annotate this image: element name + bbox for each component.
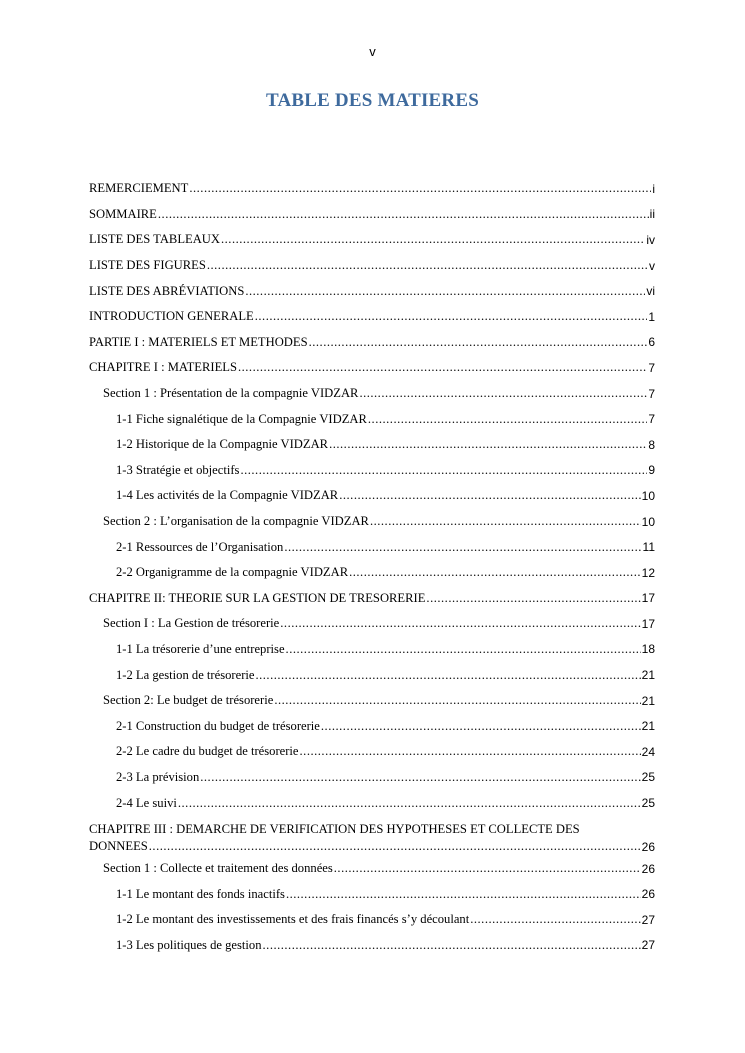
toc-entry-subsection[interactable] (89, 662, 655, 688)
toc-entry-label: 1-2 La gestion de trésorerie (116, 667, 255, 682)
toc-entry-subsection[interactable] (89, 907, 655, 933)
toc-entry-subsection[interactable] (89, 933, 655, 959)
toc-entry-page: 26 (641, 887, 655, 902)
toc-entry-label: CHAPITRE III : DEMARCHE DE VERIFICATION DES HYPOTHESES ET COLLECTE DES (89, 821, 580, 836)
toc-entry-page: 27 (641, 912, 655, 927)
toc-entry-page: 12 (641, 565, 655, 580)
toc-entry-page: 26 (641, 861, 655, 876)
page-number: v (369, 44, 376, 59)
toc-entry-page: i (652, 181, 655, 196)
leader-dots (368, 412, 647, 427)
leader-dots (207, 258, 648, 273)
leader-dots (178, 796, 641, 811)
toc-entry-page: 18 (641, 642, 655, 657)
toc-entry-page: 11 (642, 540, 655, 555)
toc-entry-page: 17 (641, 591, 655, 606)
toc-entry-page: 7 (648, 386, 655, 401)
toc-entry-label: 2-1 Construction du budget de trésorerie (116, 718, 320, 733)
toc-entry-label: CHAPITRE I : MATERIELS (89, 360, 237, 375)
toc-entry-page: 21 (641, 668, 655, 683)
table-of-contents (89, 176, 655, 958)
toc-entry-page: v (649, 258, 655, 273)
toc-entry-label: 2-2 Le cadre du budget de trésorerie (116, 744, 299, 759)
leader-dots (255, 668, 640, 683)
leader-dots (284, 540, 641, 555)
toc-entry-liste-abreviations[interactable] (89, 278, 655, 304)
toc-entry-subsection[interactable] (89, 713, 655, 739)
leader-dots (255, 309, 648, 324)
toc-entry-page: ii (649, 207, 655, 222)
toc-entry-section[interactable] (89, 856, 655, 882)
toc-entry-page: 17 (641, 616, 655, 631)
leader-dots (359, 386, 647, 401)
leader-dots (300, 744, 641, 759)
leader-dots (349, 565, 641, 580)
toc-entry-label: 1-1 La trésorerie d’une entreprise (116, 641, 285, 656)
toc-entry-liste-figures[interactable] (89, 253, 655, 279)
toc-entry-label-continued: DONNEES (89, 839, 148, 854)
toc-entry-label: 1-2 Historique de la Compagnie VIDZAR (116, 437, 329, 452)
leader-dots (238, 360, 647, 375)
toc-entry-label: PARTIE I : MATERIELS ET METHODES (89, 334, 308, 349)
toc-entry-chapitre-2[interactable] (89, 586, 655, 612)
toc-entry-label: Section 1 : Collecte et traitement des données (103, 861, 333, 876)
toc-entry-sommaire[interactable] (89, 202, 655, 228)
toc-entry-label: LISTE DES TABLEAUX (89, 232, 220, 247)
toc-entry-label: 1-4 Les activités de la Compagnie VIDZAR (116, 488, 339, 503)
leader-dots (189, 181, 651, 196)
leader-dots (149, 839, 641, 854)
toc-entry-label: 1-1 Le montant des fonds inactifs (116, 886, 285, 901)
toc-entry-page: 24 (641, 744, 655, 759)
toc-entry-page: 25 (641, 796, 655, 811)
toc-entry-page: 6 (648, 335, 655, 350)
leader-dots (274, 693, 640, 708)
toc-entry-label: 2-3 La prévision (116, 769, 200, 784)
toc-entry-subsection[interactable] (89, 765, 655, 791)
toc-entry-liste-tableaux[interactable] (89, 227, 655, 253)
toc-entry-label: Section 1 : Présentation de la compagnie VIDZAR (103, 386, 359, 401)
toc-entry-subsection[interactable] (89, 881, 655, 907)
toc-entry-page: 21 (641, 719, 655, 734)
toc-entry-section[interactable] (89, 611, 655, 637)
leader-dots (286, 642, 641, 657)
toc-entry-page: 9 (648, 463, 655, 478)
leader-dots (221, 232, 645, 247)
toc-entry-label: LISTE DES FIGURES (89, 258, 206, 273)
leader-dots (339, 488, 640, 503)
toc-entry-label: SOMMAIRE (89, 206, 157, 221)
leader-dots (245, 284, 645, 299)
toc-entry-partie-1[interactable] (89, 330, 655, 356)
toc-entry-chapitre-3[interactable] (89, 816, 655, 856)
toc-entry-subsection[interactable] (89, 432, 655, 458)
toc-entry-label: Section 2 : L’organisation de la compagnie VIDZAR (103, 514, 369, 529)
toc-entry-page: 25 (641, 770, 655, 785)
leader-dots (329, 437, 647, 452)
toc-entry-remerciement[interactable] (89, 176, 655, 202)
leader-dots (309, 335, 648, 350)
toc-entry-page: iv (646, 232, 655, 247)
toc-entry-label: 1-2 Le montant des investissements et des frais financés s’y découlant (116, 912, 470, 927)
toc-entry-label: Section I : La Gestion de trésorerie (103, 616, 280, 631)
toc-entry-page: 10 (641, 514, 655, 529)
toc-entry-page: 7 (648, 360, 655, 375)
toc-entry-chapitre-1[interactable] (89, 355, 655, 381)
leader-dots (200, 770, 640, 785)
toc-entry-page: 8 (648, 437, 655, 452)
toc-entry-label: 1-3 Stratégie et objectifs (116, 462, 240, 477)
toc-entry-label: LISTE DES ABRÉVIATIONS (89, 283, 245, 298)
toc-entry-label: 1-1 Fiche signalétique de la Compagnie VIDZAR (116, 411, 367, 426)
toc-entry-subsection[interactable] (89, 483, 655, 509)
leader-dots (321, 719, 641, 734)
toc-entry-page: 10 (641, 488, 655, 503)
toc-entry-subsection[interactable] (89, 739, 655, 765)
toc-entry-subsection[interactable] (89, 790, 655, 816)
toc-entry-label: REMERCIEMENT (89, 181, 189, 196)
toc-entry-label: 1-3 Les politiques de gestion (116, 937, 262, 952)
toc-entry-label: CHAPITRE II: THEORIE SUR LA GESTION DE TRESORERIE (89, 590, 426, 605)
toc-entry-label: 2-2 Organigramme de la compagnie VIDZAR (116, 565, 349, 580)
leader-dots (280, 616, 640, 631)
toc-entry-section[interactable] (89, 509, 655, 535)
toc-entry-subsection[interactable] (89, 560, 655, 586)
leader-dots (426, 591, 640, 606)
leader-dots (240, 463, 647, 478)
toc-entry-page: 26 (641, 839, 655, 854)
leader-dots (370, 514, 641, 529)
toc-entry-section[interactable] (89, 381, 655, 407)
toc-entry-page: 1 (648, 309, 655, 324)
leader-dots (470, 912, 640, 927)
toc-entry-introduction[interactable] (89, 304, 655, 330)
toc-entry-page: vi (646, 284, 655, 299)
toc-entry-subsection[interactable] (89, 637, 655, 663)
leader-dots (263, 938, 641, 953)
toc-entry-section[interactable] (89, 688, 655, 714)
leader-dots (286, 887, 641, 902)
toc-entry-page: 21 (641, 693, 655, 708)
toc-entry-label: 2-1 Ressources de l’Organisation (116, 539, 284, 554)
toc-entry-subsection[interactable] (89, 534, 655, 560)
toc-entry-subsection[interactable] (89, 458, 655, 484)
toc-entry-page: 27 (641, 938, 655, 953)
toc-entry-label: INTRODUCTION GENERALE (89, 309, 254, 324)
leader-dots (158, 207, 649, 222)
page-title: TABLE DES MATIERES (265, 90, 479, 111)
toc-entry-label: 2-4 Le suivi (116, 795, 177, 810)
toc-entry-page: 7 (648, 412, 655, 427)
leader-dots (334, 861, 641, 876)
toc-entry-subsection[interactable] (89, 406, 655, 432)
toc-entry-label: Section 2: Le budget de trésorerie (103, 693, 274, 708)
